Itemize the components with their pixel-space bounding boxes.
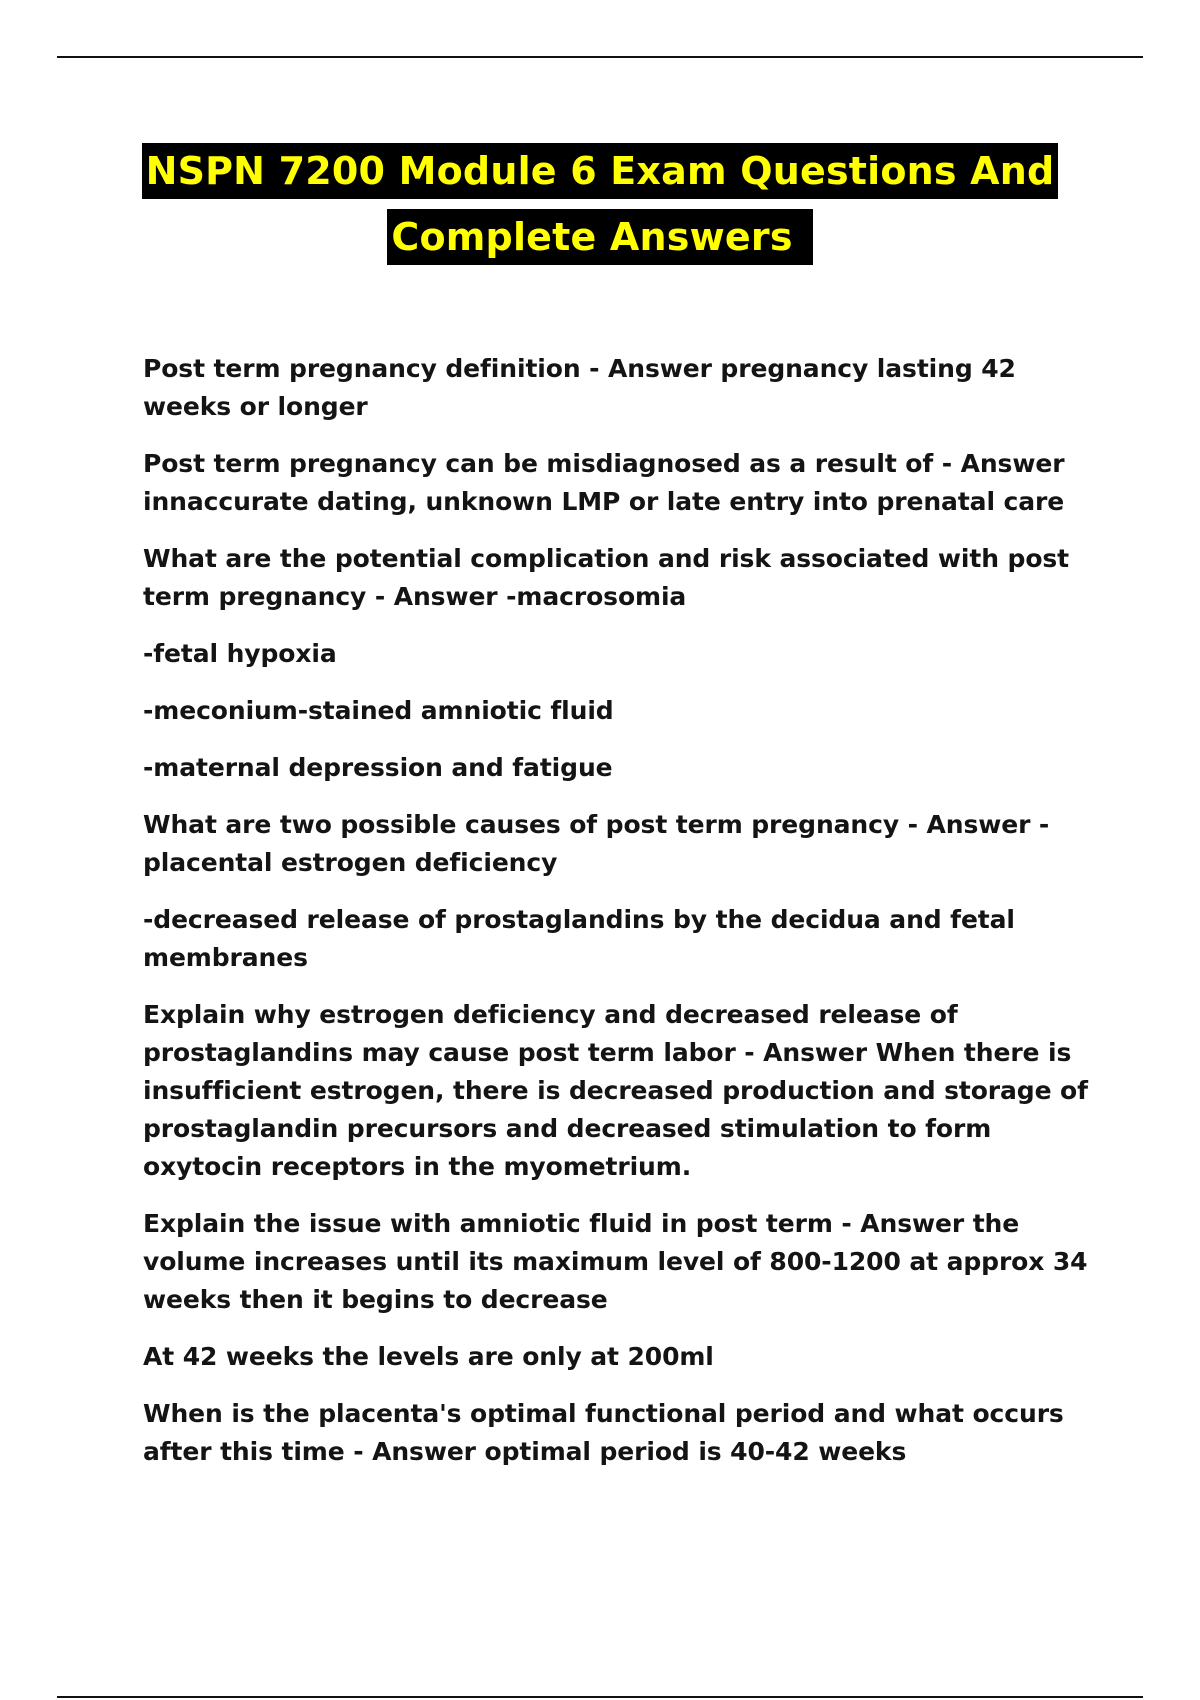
paragraph-5: -meconium-stained amniotic fluid: [143, 696, 614, 725]
title-line-2: Complete Answers: [387, 209, 812, 265]
bottom-rule: [57, 1696, 1143, 1698]
paragraph-11: At 42 weeks the levels are only at 200ml: [143, 1342, 714, 1371]
paragraph-9: Explain why estrogen deficiency and decreased release of prostaglandins may cause post term labor - Answer When there is insufficient estrogen, there is decreased production and storage of prostaglandin precursors and decreased stimulation to form oxytocin receptors in the myometrium.: [143, 1000, 1088, 1181]
top-rule: [57, 56, 1143, 58]
paragraph-7: What are two possible causes of post term pregnancy - Answer -placental estrogen deficiency: [143, 810, 1050, 877]
paragraph-12: When is the placenta's optimal functional period and what occurs after this time - Answer optimal period is 40-42 weeks: [143, 1399, 1064, 1466]
paragraph-6: -maternal depression and fatigue: [143, 753, 613, 782]
document-title: [0, 143, 1200, 265]
paragraph-10: Explain the issue with amniotic fluid in post term - Answer the volume increases until its maximum level of 800-1200 at approx 34 weeks then it begins to decrease: [143, 1209, 1088, 1314]
paragraph-2: Post term pregnancy can be misdiagnosed as a result of - Answer innaccurate dating, unknown LMP or late entry into prenatal care: [143, 449, 1065, 516]
paragraph-8: -decreased release of prostaglandins by the decidua and fetal membranes: [143, 905, 1015, 972]
paragraph-3: What are the potential complication and risk associated with post term pregnancy - Answer -macrosomia: [143, 544, 1070, 611]
paragraph-1: Post term pregnancy definition - Answer pregnancy lasting 42 weeks or longer: [143, 354, 1016, 421]
document-body: [143, 350, 1093, 1490]
paragraph-4: -fetal hypoxia: [143, 639, 337, 668]
title-line-1: NSPN 7200 Module 6 Exam Questions And: [142, 143, 1059, 199]
